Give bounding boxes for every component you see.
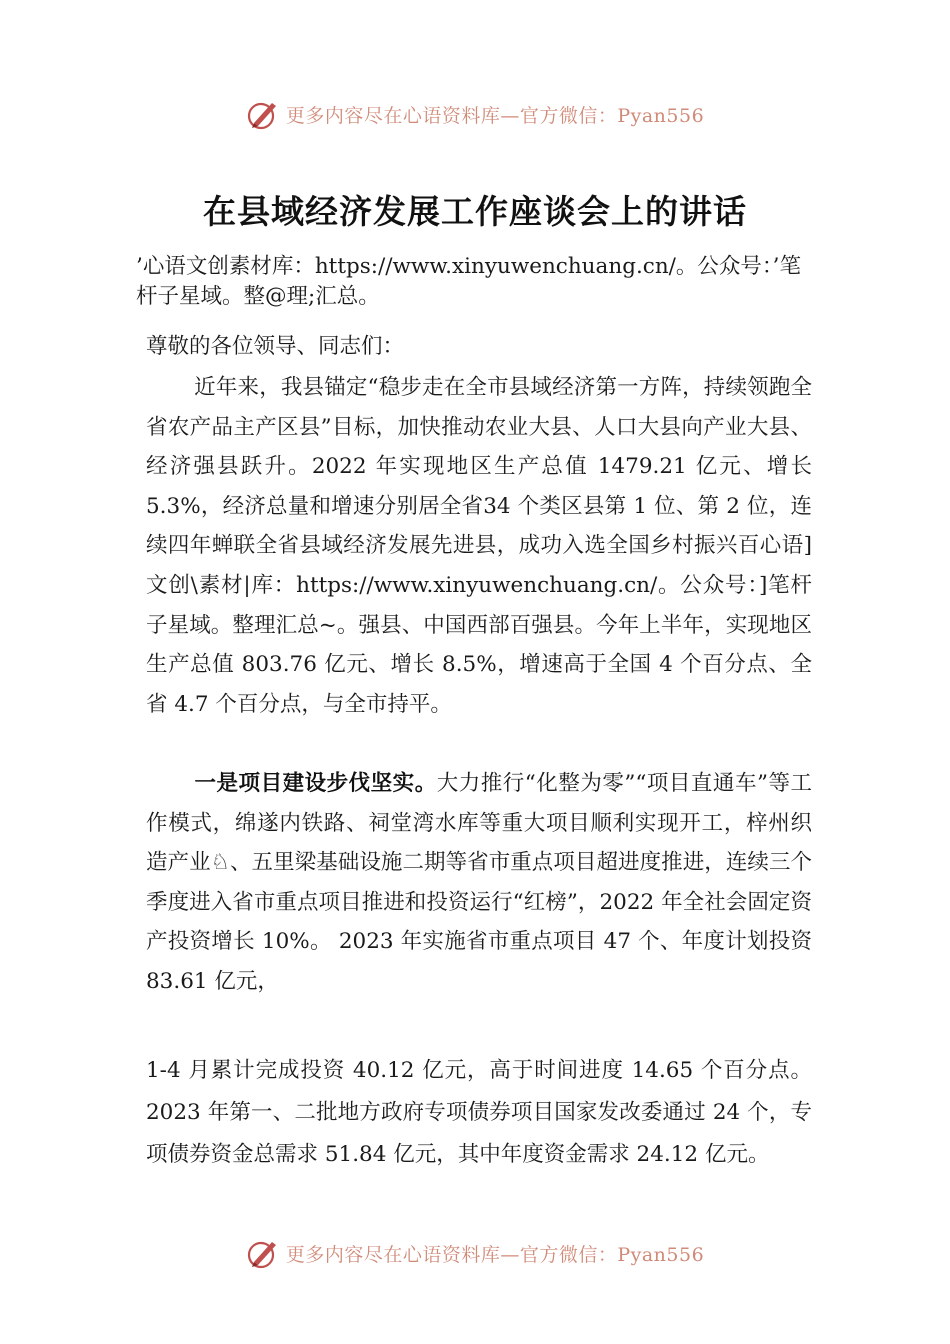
- watermark-text: 更多内容尽在心语资料库—官方微信：Pyan556: [285, 1243, 705, 1266]
- source-note: ’心语文创素材库：https://www.xinyuwenchuang.cn/。公众号：’笔杆子星域。整@理;汇总。: [136, 254, 802, 309]
- paragraph-2-text: 大力推行“化整为零”“项目直通车”等工作模式，绵遂内铁路、祠堂湾水库等重大项目顺利实现开工，梓州织造产业♘、五里梁基础设施二期等省市重点项目超进度推进，连续三个季度进入省市重点项目推进和投资运行“红榜”，2022 年全社会固定资产投资增长 10%。 2023 年实施省市重点项目 47 个、年度计划投资 83.61 亿元，: [146, 771, 812, 994]
- watermark-text: 更多内容尽在心语资料库—官方微信：Pyan556: [285, 104, 705, 127]
- header-watermark: [0, 94, 950, 134]
- pen-logo-icon: [246, 1236, 280, 1270]
- body-paragraph-1: [146, 368, 812, 724]
- body-paragraph-3: 1-4 月累计完成投资 40.12 亿元，高于时间进度 14.65 个百分点。2023 年第一、二批地方政府专项债券项目国家发改委通过 24 个，专项债券资金总需求 51.84 亿元，其中年度资金需求 24.12 亿元。: [146, 1058, 812, 1167]
- section-heading-1: 一是项目建设步伐坚实。: [194, 771, 437, 796]
- body-paragraph-2: [146, 764, 812, 1002]
- salutation: 尊敬的各位领导、同志们：: [146, 334, 405, 359]
- footer-watermark: [0, 1233, 950, 1273]
- pen-logo-icon: [246, 97, 280, 131]
- page-title: 在县域经济发展工作座谈会上的讲话: [203, 192, 747, 231]
- paragraph-1-text: 近年来，我县锚定“稳步走在全市县域经济第一方阵，持续领跑全省农产品主产区县”目标，加快推动农业大县、人口大县向产业大县、经济强县跃升。2022 年实现地区生产总值 1479.21 亿元、增长 5.3%，经济总量和增速分别居全省34 个类区县第 1 位、第 2 位，连续四年蝉联全省县域经济发展先进县，成功入选全国乡村振兴百心语]文创\素材|库：https://www.xinyuwenchuang.cn/。公众号：]笔杆子星域。整理汇总~。强县、中国西部百强县。今年上半年，实现地区生产总值 803.76 亿元、增长 8.5%，增速高于全国 4 个百分点、全省 4.7 个百分点，与全市持平。: [146, 375, 812, 717]
